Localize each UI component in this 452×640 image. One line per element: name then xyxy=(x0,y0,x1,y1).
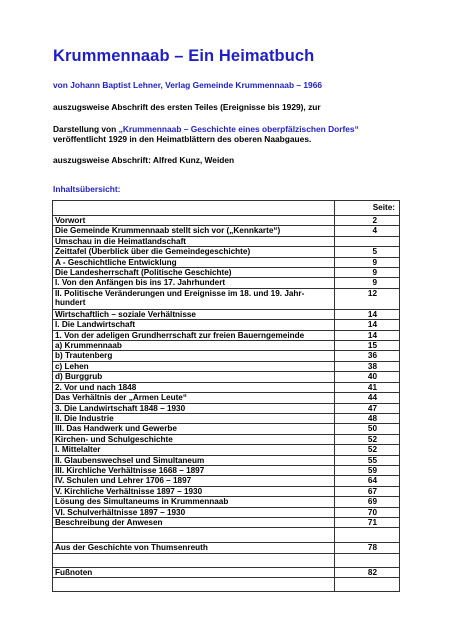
toc-table xyxy=(52,200,400,592)
publication-line: veröffentlicht 1929 in den Heimatblättern des oberen Naabgaues. xyxy=(53,134,312,144)
toc-entry-label: Fußnoten xyxy=(53,567,335,577)
toc-entry-page: 67 xyxy=(334,486,399,496)
toc-spacer-row xyxy=(53,578,400,592)
toc-spacer-cell xyxy=(53,553,335,567)
toc-entry-label: Beschreibung der Anwesen xyxy=(53,517,335,527)
toc-entry-page: 59 xyxy=(334,465,399,475)
toc-entry-page: 12 xyxy=(334,288,399,309)
toc-entry-label: Vorwort xyxy=(53,216,335,226)
toc-entry-label: 3. Die Landwirtschaft 1848 – 1930 xyxy=(53,403,335,413)
toc-entry-page: 44 xyxy=(334,393,399,403)
toc-row xyxy=(53,567,400,577)
toc-entry-page: 9 xyxy=(334,278,399,288)
toc-entry-label: a) Krummennaab xyxy=(53,341,335,351)
toc-entry-label: Umschau in die Heimatlandschaft xyxy=(53,236,335,246)
document-title: Krummennaab – Ein Heimatbuch xyxy=(53,47,315,65)
toc-row xyxy=(53,507,400,517)
toc-row xyxy=(53,413,400,423)
toc-row xyxy=(53,268,400,278)
toc-row xyxy=(53,216,400,226)
toc-entry-page: 5 xyxy=(334,247,399,257)
toc-entry-label: Kirchen- und Schulgeschichte xyxy=(53,434,335,444)
toc-entry-label: Die Landesherrschaft (Politische Geschichte) xyxy=(53,268,335,278)
toc-row xyxy=(53,445,400,455)
toc-row xyxy=(53,403,400,413)
toc-row xyxy=(53,393,400,403)
toc-entry-label: Zeittafel (Überblick über die Gemeindegeschichte) xyxy=(53,247,335,257)
toc-row xyxy=(53,236,400,246)
toc-entry-page: 82 xyxy=(334,567,399,577)
toc-entry-label: V. Kirchliche Verhältnisse 1897 – 1930 xyxy=(53,486,335,496)
toc-row xyxy=(53,288,400,309)
toc-entry-page: 78 xyxy=(334,543,399,553)
darstellung-title: „Krummennaab – Geschichte eines oberpfälzischen Dorfes“ xyxy=(118,124,359,134)
toc-entry-label: III. Kirchliche Verhältnisse 1668 – 1897 xyxy=(53,465,335,475)
author-line: von Johann Baptist Lehner, Verlag Gemeinde Krummennaab – 1966 xyxy=(53,80,323,90)
toc-entry-label: Aus der Geschichte von Thumsenreuth xyxy=(53,543,335,553)
toc-entry-page: 50 xyxy=(334,424,399,434)
toc-row xyxy=(53,226,400,236)
toc-heading: Inhaltsübersicht: xyxy=(53,184,121,194)
toc-header-label-cell xyxy=(53,201,335,216)
toc-entry-page: 2 xyxy=(334,216,399,226)
toc-entry-page xyxy=(334,236,399,246)
toc-entry-page: 52 xyxy=(334,434,399,444)
toc-row xyxy=(53,330,400,340)
transcriber-line: auszugsweise Abschrift: Alfred Kunz, Weiden xyxy=(53,155,235,165)
toc-spacer-cell xyxy=(334,528,399,543)
toc-entry-label: I. Die Landwirtschaft xyxy=(53,320,335,330)
toc-entry-label: VI. Schulverhältnisse 1897 – 1930 xyxy=(53,507,335,517)
toc-row xyxy=(53,517,400,527)
toc-entry-page: 40 xyxy=(334,372,399,382)
toc-entry-label: d) Burggrub xyxy=(53,372,335,382)
toc-spacer-cell xyxy=(334,553,399,567)
toc-entry-page: 4 xyxy=(334,226,399,236)
toc-spacer-row xyxy=(53,528,400,543)
toc-row xyxy=(53,257,400,267)
toc-spacer-cell xyxy=(53,578,335,592)
toc-entry-page: 38 xyxy=(334,361,399,371)
toc-entry-label-text: II. Politische Veränderungen und Ereignisse im 18. und 19. Jahr-hundert xyxy=(55,288,305,308)
toc-row xyxy=(53,455,400,465)
toc-entry-page: 48 xyxy=(334,413,399,423)
toc-entry-page: 14 xyxy=(334,320,399,330)
toc-entry-page: 15 xyxy=(334,341,399,351)
toc-entry-label: IV. Schulen und Lehrer 1706 – 1897 xyxy=(53,476,335,486)
toc-entry-label: Wirtschaftlich – soziale Verhältnisse xyxy=(53,309,335,319)
toc-entry-label: I. Mittelalter xyxy=(53,445,335,455)
toc-header-row xyxy=(53,201,400,216)
excerpt-line: auszugsweise Abschrift des ersten Teiles (Ereignisse bis 1929), zur xyxy=(53,102,321,112)
toc-entry-page: 9 xyxy=(334,257,399,267)
toc-row xyxy=(53,465,400,475)
toc-entry-page: 71 xyxy=(334,517,399,527)
toc-row xyxy=(53,434,400,444)
toc-entry-label: II. Glaubenswechsel und Simultaneum xyxy=(53,455,335,465)
toc-entry-page: 14 xyxy=(334,330,399,340)
toc-row xyxy=(53,361,400,371)
toc-row xyxy=(53,424,400,434)
toc-row xyxy=(53,278,400,288)
toc-entry-page: 36 xyxy=(334,351,399,361)
toc-entry-label: A - Geschichtliche Entwicklung xyxy=(53,257,335,267)
toc-entry-label: II. Die Industrie xyxy=(53,413,335,423)
toc-entry-label: Lösung des Simultaneums in Krummennaab xyxy=(53,497,335,507)
toc-entry-label: b) Trautenberg xyxy=(53,351,335,361)
toc-row xyxy=(53,382,400,392)
toc-entry-page: 14 xyxy=(334,309,399,319)
darstellung-line xyxy=(53,124,359,134)
toc-entry-page: 55 xyxy=(334,455,399,465)
toc-row xyxy=(53,372,400,382)
toc-row xyxy=(53,309,400,319)
toc-row xyxy=(53,247,400,257)
toc-entry-label: III. Das Handwerk und Gewerbe xyxy=(53,424,335,434)
toc-entry-label: Die Gemeinde Krummennaab stellt sich vor („Kennkarte“) xyxy=(53,226,335,236)
toc-page-header: Seite: xyxy=(334,201,399,216)
toc-entry-page: 9 xyxy=(334,268,399,278)
toc-entry-page: 41 xyxy=(334,382,399,392)
toc-entry-label: c) Lehen xyxy=(53,361,335,371)
toc-entry-page: 47 xyxy=(334,403,399,413)
toc-entry-label: 1. Von der adeligen Grundherrschaft zur freien Bauerngemeinde xyxy=(53,330,335,340)
toc-entry-label xyxy=(53,288,335,309)
toc-entry-page: 70 xyxy=(334,507,399,517)
toc-entry-label: Das Verhältnis der „Armen Leute“ xyxy=(53,393,335,403)
toc-row xyxy=(53,341,400,351)
toc-row xyxy=(53,320,400,330)
toc-spacer-row xyxy=(53,553,400,567)
toc-entry-label: I. Von den Anfängen bis ins 17. Jahrhundert xyxy=(53,278,335,288)
toc-entry-page: 64 xyxy=(334,476,399,486)
toc-row xyxy=(53,497,400,507)
toc-entry-page: 69 xyxy=(334,497,399,507)
toc-row xyxy=(53,351,400,361)
toc-row xyxy=(53,543,400,553)
toc-row xyxy=(53,476,400,486)
toc-spacer-cell xyxy=(334,578,399,592)
darstellung-prefix: Darstellung von xyxy=(53,124,119,134)
toc-entry-page: 52 xyxy=(334,445,399,455)
toc-spacer-cell xyxy=(53,528,335,543)
toc-row xyxy=(53,486,400,496)
toc-entry-label: 2. Vor und nach 1848 xyxy=(53,382,335,392)
